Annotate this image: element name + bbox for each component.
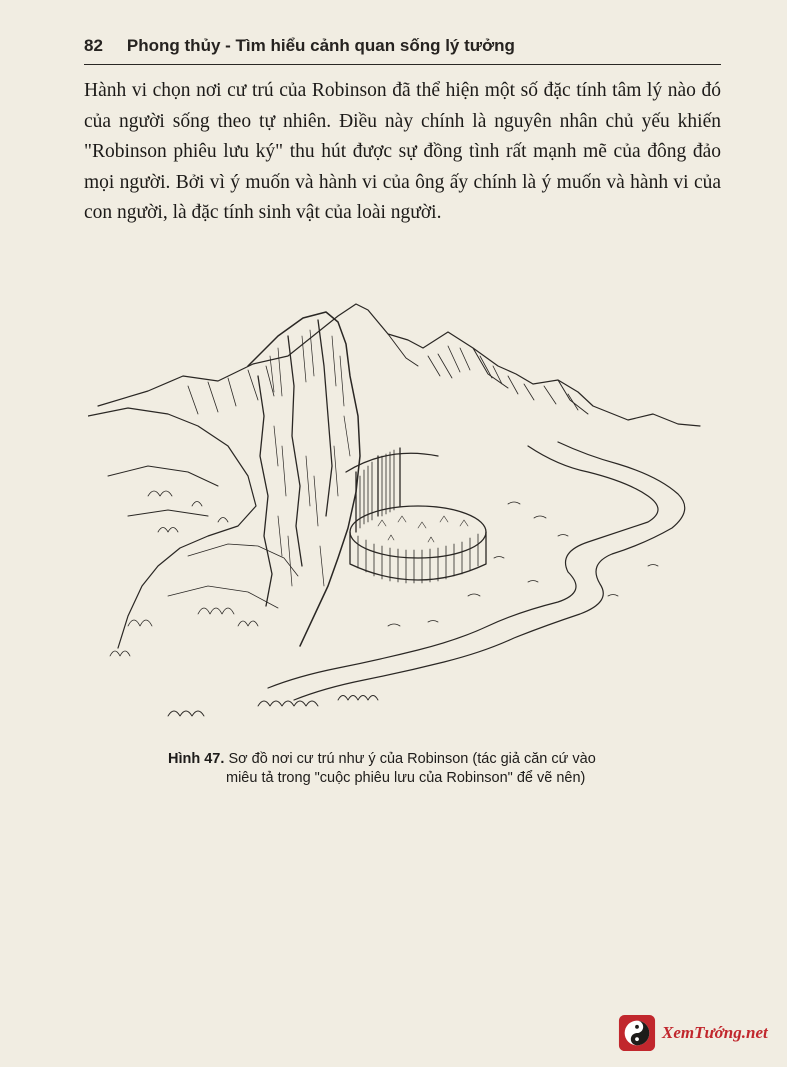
watermark-text: XemTướng.net: [662, 1023, 768, 1042]
yin-yang-icon: [618, 1014, 656, 1052]
body-text: [84, 76, 721, 229]
grass: [378, 516, 468, 542]
foreground-bushes: [168, 696, 378, 717]
palisade: [346, 448, 486, 583]
distant-mountains: [98, 304, 700, 426]
stones: [388, 502, 658, 626]
illustration-robinson-dwelling: [88, 296, 708, 736]
cliff-hatching: [270, 330, 350, 586]
paragraph: Hành vi chọn nơi cư trú của Robinson đã thể hiện một số đặc tính tâm lý nào đó của người sống theo tự nhiên. Điều này chính là nguyên nhân chủ yếu khiến "Robinson phiêu lưu ký" thu hút được sự đồng tình rất mạnh mẽ của đông đảo mọi người. Bởi vì ý muốn và hành vi của ông ấy chính là ý muốn và hành vi của con người, là đặc tính sinh vật của loài người.: [84, 80, 721, 223]
caption-label: Hình 47.: [168, 751, 225, 767]
caption-line-2: miêu tả trong "cuộc phiêu lưu của Robinson" để vẽ nên): [226, 770, 586, 786]
ridge-hatching: [188, 346, 578, 414]
running-title: Phong thủy - Tìm hiểu cảnh quan sống lý tưởng: [126, 36, 515, 55]
river: [268, 446, 658, 688]
figure-caption: [168, 750, 648, 788]
caption-line-1: Sơ đồ nơi cư trú như ý của Robinson (tác giả căn cứ vào: [228, 751, 596, 767]
page-number: 82: [84, 36, 103, 55]
site-watermark: [618, 1013, 768, 1053]
running-header: [84, 36, 721, 65]
